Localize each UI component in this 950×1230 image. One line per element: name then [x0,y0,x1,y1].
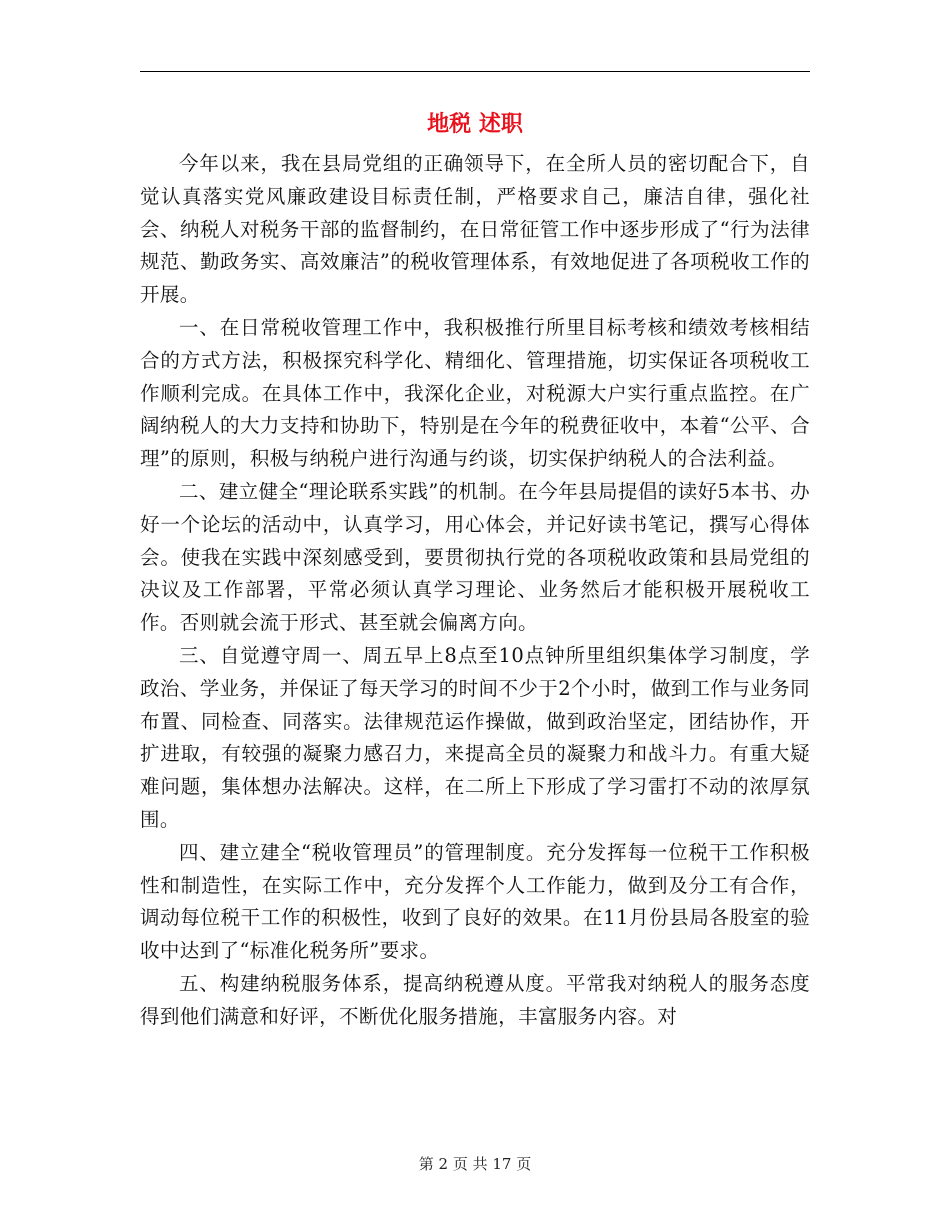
paragraph-intro: 今年以来，我在县局党组的正确领导下，在全所人员的密切配合下，自觉认真落实党风廉政建设目标责任制，严格要求自己，廉洁自律，强化社会、纳税人对税务干部的监督制约，在日常征管工作中逐步形成了“行为法律规范、勤政务实、高效廉洁”的税收管理体系，有效地促进了各项税收工作的开展。 [140,152,810,307]
document-title: 地税 述职 [427,112,523,137]
document-body [140,148,810,1034]
paragraph-section-1: 一、在日常税收管理工作中，我积极推行所里目标考核和绩效考核相结合的方式方法，积极探究科学化、精细化、管理措施，切实保证各项税收工作顺利完成。在具体工作中，我深化企业，对税源大户实行重点监控。在广阔纳税人的大力支持和协助下，特别是在今年的税费征收中，本着“公平、合理”的原则，积极与纳税户进行沟通与约谈，切实保护纳税人的合法利益。 [140,315,810,471]
paragraph-section-3: 三、自觉遵守周一、周五早上8点至10点钟所里组织集体学习制度，学政治、学业务，并保证了每天学习的时间不少于2个小时，做到工作与业务同布置、同检查、同落实。法律规范运作操做，做到政治坚定，团结协作，开扩进取，有较强的凝聚力感召力，来提高全员的凝聚力和战斗力。有重大疑难问题，集体想办法解决。这样，在二所上下形成了学习雷打不动的浓厚氛围。 [140,643,810,831]
page-number-footer: 第 2 页 共 17 页 [418,1155,532,1173]
paragraph-section-4: 四、建立建全“税收管理员”的管理制度。充分发挥每一位税干工作积极性和制造性，在实际工作中，充分发挥个人工作能力，做到及分工有合作，调动每位税干工作的积极性，收到了良好的效果。在11月份县局各股室的验收中达到了“标准化税务所”要求。 [140,840,810,963]
paragraph-section-2: 二、建立健全“理论联系实践”的机制。在今年县局提倡的读好5本书、办好一个论坛的活动中，认真学习，用心体会，并记好读书笔记，撰写心得体会。使我在实践中深刻感受到，要贯彻执行党的各项税收政策和县局党组的决议及工作部署，平常必须认真学习理论、业务然后才能积极开展税收工作。否则就会流于形式、甚至就会偏离方向。 [140,479,810,635]
paragraph-section-5: 五、构建纳税服务体系，提高纳税遵从度。平常我对纳税人的服务态度得到他们满意和好评，不断优化服务措施，丰富服务内容。对 [140,971,810,1028]
header-rule [140,71,810,72]
